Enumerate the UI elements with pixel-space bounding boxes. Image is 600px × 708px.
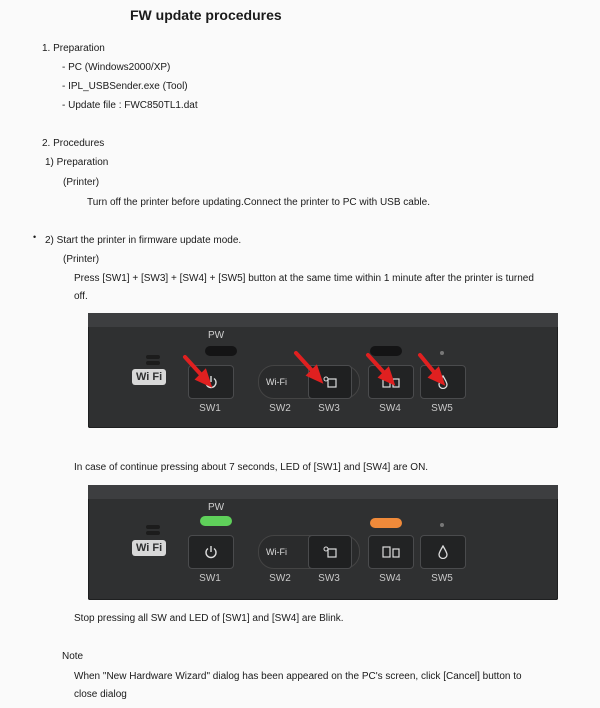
sw5-label: SW5 xyxy=(431,403,453,414)
sw4-led-on xyxy=(370,518,402,528)
panel-top-bevel xyxy=(88,485,558,499)
step-1-sub: (Printer) xyxy=(63,177,100,188)
prep-item-tool: - IPL_USBSender.exe (Tool) xyxy=(62,81,188,92)
note-text-line2: close dialog xyxy=(74,689,127,700)
note-after-panel-1: In case of continue pressing about 7 seconds, LED of [SW1] and [SW4] are ON. xyxy=(74,462,429,473)
sw3-cloud-button[interactable] xyxy=(308,535,352,569)
power-icon xyxy=(204,545,218,559)
prep-item-file: - Update file : FWC850TL1.dat xyxy=(62,100,198,111)
step-2-heading: 2) Start the printer in firmware update mode. xyxy=(45,235,242,246)
copy-cancel-icon xyxy=(381,545,401,559)
wifi-button-label[interactable]: Wi-Fi xyxy=(266,547,287,557)
sw1-label: SW1 xyxy=(199,573,221,584)
pw-label: PW xyxy=(208,330,225,341)
ink-drop-icon xyxy=(437,545,449,559)
note-after-panel-2: Stop pressing all SW and LED of [SW1] and [SW4] are Blink. xyxy=(74,613,344,624)
prep-item-pc: - PC (Windows2000/XP) xyxy=(62,62,171,73)
sw4-copy-button[interactable] xyxy=(368,535,414,569)
note-heading: Note xyxy=(62,651,84,662)
cloud-print-icon xyxy=(321,545,339,559)
sw3-label: SW3 xyxy=(318,403,340,414)
press-arrows xyxy=(88,313,558,428)
note-text-line1: When "New Hardware Wizard" dialog has been appeared on the PC's screen, click [Cancel] button to xyxy=(74,671,522,682)
step-1-text: Turn off the printer before updating.Connect the printer to PC with USB cable. xyxy=(87,197,430,208)
control-panel-photo-2 xyxy=(88,485,558,600)
wifi-logo: Wi Fi xyxy=(132,540,166,556)
step-2-text-line1: Press [SW1] + [SW3] + [SW4] + [SW5] button at the same time within 1 minute after the printer is turned xyxy=(74,273,534,284)
step-1-heading: 1) Preparation xyxy=(45,157,109,168)
sw2-label: SW2 xyxy=(269,573,291,584)
sw5-indicator xyxy=(440,523,444,527)
sw3-label: SW3 xyxy=(318,573,340,584)
sw4-label: SW4 xyxy=(379,573,401,584)
sw1-label: SW1 xyxy=(199,403,221,414)
sw1-power-button[interactable] xyxy=(188,535,234,569)
step-2-sub: (Printer) xyxy=(63,254,100,265)
wifi-led-1 xyxy=(146,525,160,529)
pw-label: PW xyxy=(208,502,225,513)
bullet: • xyxy=(33,232,37,242)
sw5-ink-button[interactable] xyxy=(420,535,466,569)
step-2-text-line2: off. xyxy=(74,291,88,302)
wifi-button-label[interactable]: Wi-Fi xyxy=(266,377,287,387)
section-2-heading: 2. Procedures xyxy=(42,138,105,149)
sw2-label: SW2 xyxy=(269,403,291,414)
page-title: FW update procedures xyxy=(130,7,282,23)
sw4-label: SW4 xyxy=(379,403,401,414)
pw-led-on xyxy=(200,516,232,526)
wifi-logo: Wi Fi xyxy=(132,369,166,385)
wifi-led-2 xyxy=(146,531,160,535)
sw5-label: SW5 xyxy=(431,573,453,584)
control-panel-photo-1 xyxy=(88,313,558,428)
section-1-heading: 1. Preparation xyxy=(42,43,105,54)
